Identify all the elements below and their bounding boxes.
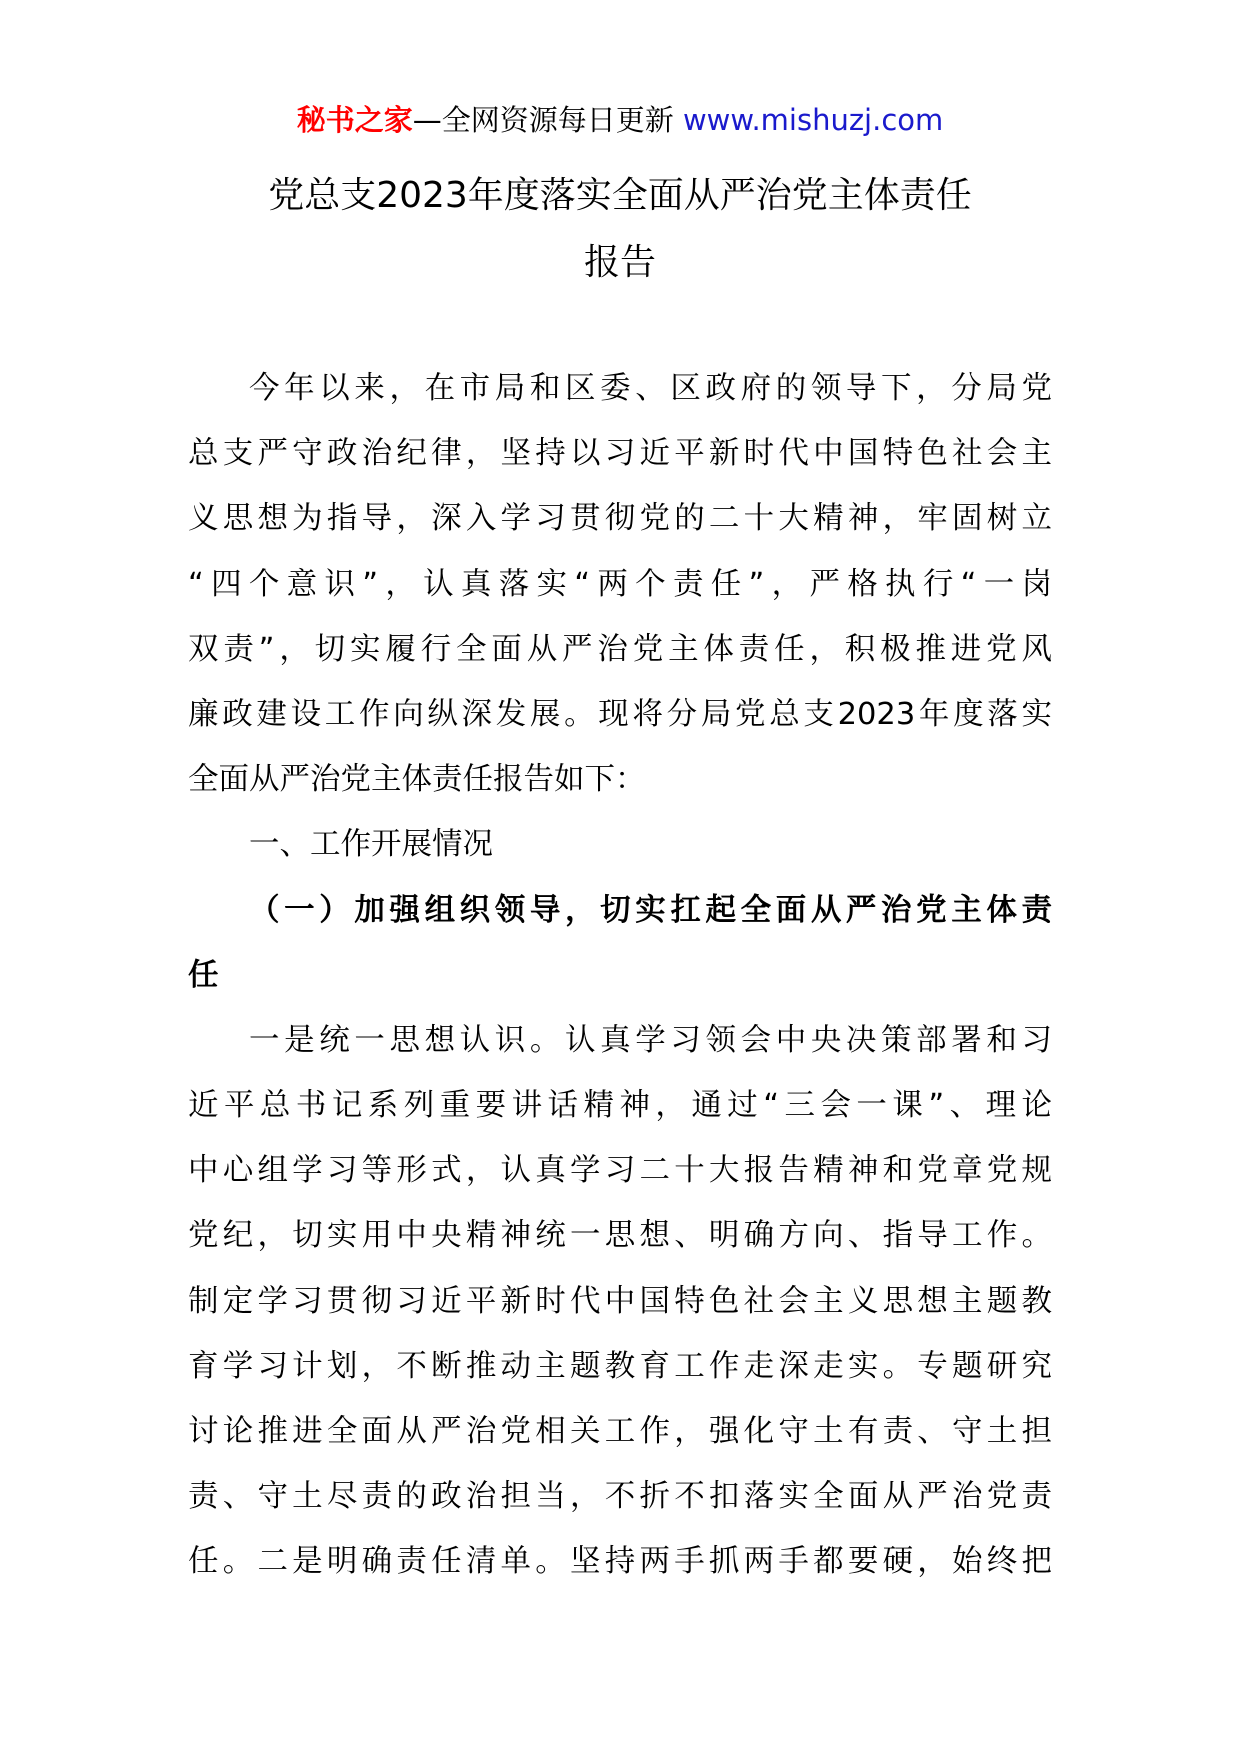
title-line-2: 报告 (583, 242, 656, 283)
body-line: 双责”，切实履行全面从严治党主体责任，积极推进党风 (188, 631, 1052, 667)
title-line-1: 党总支2023年度落实全面从严治党主体责任 (268, 175, 972, 216)
body-line: 义思想为指导，深入学习贯彻党的二十大精神，牢固树立 (188, 501, 1052, 537)
body-line: 制定学习贯彻习近平新时代中国特色社会主义思想主题教 (188, 1283, 1052, 1319)
body-line: 今年以来，在市局和区委、区政府的领导下，分局党 (249, 371, 1052, 406)
body-line: 一是统一思想认识。认真学习领会中央决策部署和习 (249, 1022, 1052, 1058)
site-url-link[interactable]: www.mishuzj.com (682, 103, 944, 137)
site-header (0, 100, 1240, 140)
body-line: 任。二是明确责任清单。坚持两手抓两手都要硬，始终把 (188, 1544, 1052, 1580)
body-line: 廉政建设工作向纵深发展。现将分局党总支2023年度落实 (188, 696, 1052, 732)
section-heading: 一、工作开展情况 (249, 827, 493, 863)
header-tagline: —全网资源每日更新 (412, 103, 674, 137)
document-body (188, 356, 1052, 1595)
body-line: 中心组学习等形式，认真学习二十大报告精神和党章党规 (188, 1153, 1052, 1189)
body-line: 责、守土尽责的政治担当，不折不扣落实全面从严治党责 (188, 1479, 1052, 1515)
body-line: 讨论推进全面从严治党相关工作，强化守土有责、守土担 (188, 1414, 1052, 1449)
brand-name: 秘书之家 (296, 103, 413, 137)
body-line: 全面从严治党主体责任报告如下： (188, 762, 646, 798)
body-line: 近平总书记系列重要讲话精神，通过“三会一课”、理论 (188, 1088, 1052, 1124)
document-title (0, 162, 1240, 296)
body-line: 总支严守政治纪律，坚持以习近平新时代中国特色社会主 (188, 436, 1052, 472)
body-line: “四个意识”，认真落实“两个责任”，严格执行“一岗 (188, 566, 1052, 602)
body-line: 党纪，切实用中央精神统一思想、明确方向、指导工作。 (188, 1218, 1052, 1254)
subsection-heading-continued: 任 (188, 957, 219, 993)
subsection-heading: （一）加强组织领导，切实扛起全面从严治党主体责 (249, 892, 1052, 928)
body-line: 育学习计划，不断推动主题教育工作走深走实。专题研究 (188, 1348, 1052, 1384)
